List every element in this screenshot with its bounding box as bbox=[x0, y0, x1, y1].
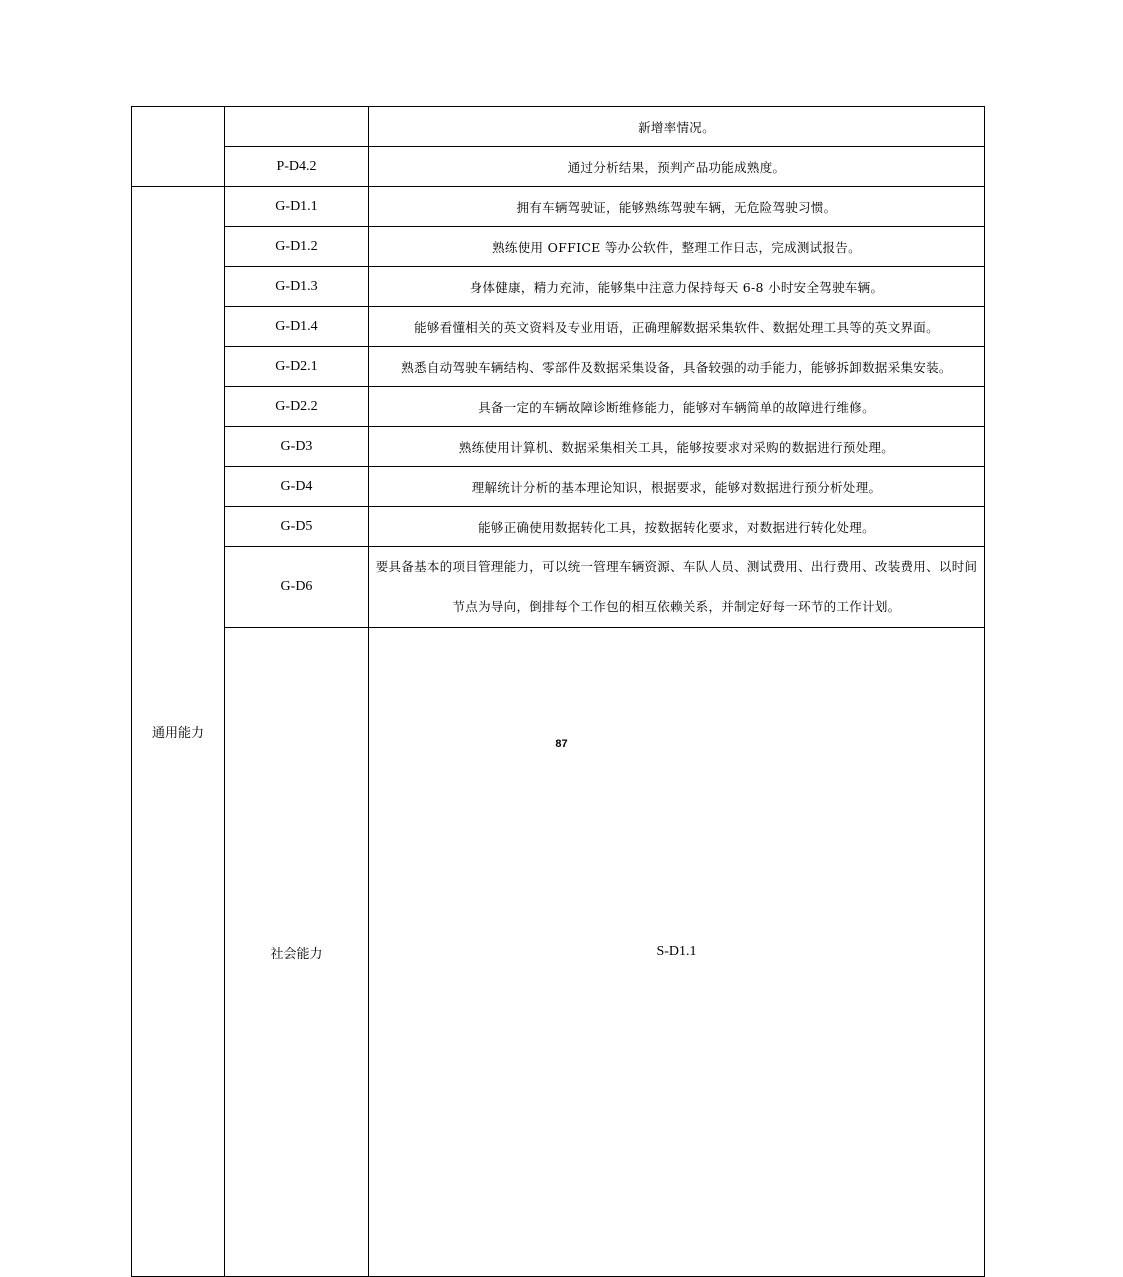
description-cell: 熟悉自动驾驶车辆结构、零部件及数据采集设备，具备较强的动手能力，能够拆卸数据采集安装。 bbox=[369, 347, 985, 387]
code-cell: G-D1.2 bbox=[225, 227, 369, 267]
table-row bbox=[132, 628, 985, 1277]
code-cell bbox=[225, 107, 369, 147]
code-cell: G-D5 bbox=[225, 507, 369, 547]
description-cell: 拥有车辆驾驶证，能够熟练驾驶车辆，无危险驾驶习惯。 bbox=[369, 187, 985, 227]
table-row bbox=[132, 507, 985, 547]
code-cell: G-D4 bbox=[225, 467, 369, 507]
category-cell-social: 社会能力 bbox=[225, 628, 369, 1277]
description-cell: 熟练使用 OFFICE 等办公软件，整理工作日志，完成测试报告。 bbox=[369, 227, 985, 267]
page-number: 87 bbox=[555, 738, 568, 750]
code-cell: G-D3 bbox=[225, 427, 369, 467]
table-row bbox=[132, 547, 985, 628]
description-cell: 身体健康，精力充沛，能够集中注意力保持每天 6-8 小时安全驾驶车辆。 bbox=[369, 267, 985, 307]
category-cell-empty bbox=[132, 107, 225, 187]
table-row bbox=[132, 467, 985, 507]
code-cell: P-D4.2 bbox=[225, 147, 369, 187]
description-cell: 具备一定的车辆故障诊断维修能力，能够对车辆简单的故障进行维修。 bbox=[369, 387, 985, 427]
code-cell: G-D2.2 bbox=[225, 387, 369, 427]
code-cell: G-D1.3 bbox=[225, 267, 369, 307]
description-cell: 理解统计分析的基本理论知识，根据要求，能够对数据进行预分析处理。 bbox=[369, 467, 985, 507]
table-row bbox=[132, 267, 985, 307]
category-cell-general: 通用能力 bbox=[132, 187, 225, 1277]
code-cell: G-D6 bbox=[225, 547, 369, 628]
table-row bbox=[132, 227, 985, 267]
ability-table bbox=[131, 106, 985, 1277]
description-cell: 熟练使用计算机、数据采集相关工具，能够按要求对采购的数据进行预处理。 bbox=[369, 427, 985, 467]
description-cell: 要具备基本的项目管理能力，可以统一管理车辆资源、车队人员、测试费用、出行费用、改装费用、以时间节点为导向，倒排每个工作包的相互依赖关系，并制定好每一环节的工作计划。 bbox=[369, 547, 985, 628]
table-row bbox=[132, 387, 985, 427]
code-cell: G-D1.1 bbox=[225, 187, 369, 227]
code-cell: S-D1.1 bbox=[369, 628, 985, 1277]
table-row bbox=[132, 307, 985, 347]
table-row bbox=[132, 187, 985, 227]
table-row bbox=[132, 107, 985, 147]
description-cell: 新增率情况。 bbox=[369, 107, 985, 147]
table-row bbox=[132, 347, 985, 387]
description-cell: 能够看懂相关的英文资料及专业用语，正确理解数据采集软件、数据处理工具等的英文界面。 bbox=[369, 307, 985, 347]
table-row bbox=[132, 147, 985, 187]
description-cell: 能够正确使用数据转化工具，按数据转化要求，对数据进行转化处理。 bbox=[369, 507, 985, 547]
code-cell: G-D2.1 bbox=[225, 347, 369, 387]
table-row bbox=[132, 427, 985, 467]
code-cell: G-D1.4 bbox=[225, 307, 369, 347]
description-cell: 通过分析结果，预判产品功能成熟度。 bbox=[369, 147, 985, 187]
